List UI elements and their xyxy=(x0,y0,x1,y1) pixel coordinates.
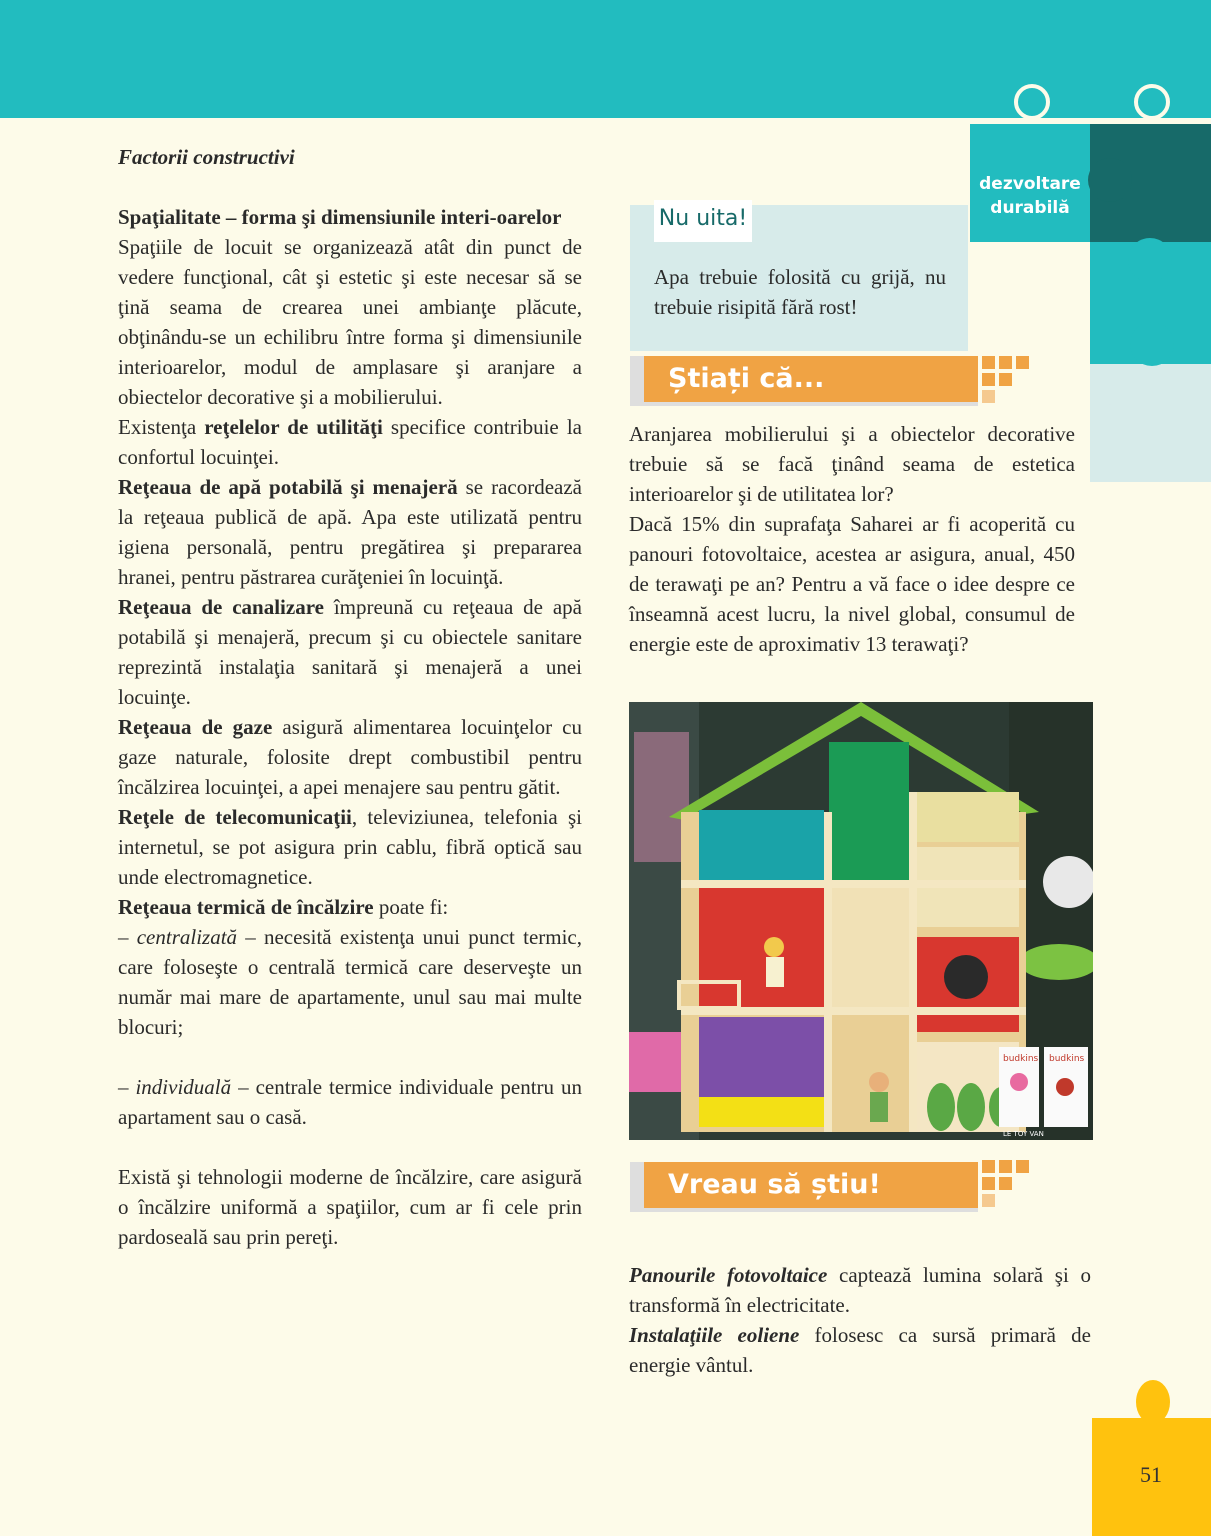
reminder-title: Nu uita! xyxy=(654,200,752,242)
decor-squares xyxy=(982,356,1034,408)
toy-box-label: budkins xyxy=(1003,1054,1039,1064)
dollhouse-photo xyxy=(629,702,1093,1140)
decor-squares xyxy=(982,1160,1034,1212)
heating-paragraph: Reţeaua termică de încălzire poate fi: xyxy=(118,895,449,919)
telecom-paragraph: Reţele de telecomunicaţii, televiziunea, telefonia şi internetul, se pot asigura prin cablu, fibră optică sau unde electromagnetice. xyxy=(118,805,582,889)
modern-heating-paragraph: Există şi tehnologii moderne de încălzire, care asigură o încălzire uniformă a spaţiilor, cum ar fi cele prin pardoseală sau prin pereţi. xyxy=(118,1165,582,1249)
spatiality-title: Spaţialitate – forma şi dimensiunile interi-oarelor xyxy=(118,205,562,229)
dollhouse-illustration xyxy=(629,702,1093,1140)
puzzle-knob-outline xyxy=(1014,84,1050,120)
toy-box-label: budkins xyxy=(1049,1054,1085,1064)
page-number: 51 xyxy=(1140,1462,1162,1487)
want-to-know-text xyxy=(629,1260,1091,1380)
puzzle-knob xyxy=(1130,322,1174,366)
left-column xyxy=(118,142,582,1252)
puzzle-knob-outline xyxy=(1134,84,1170,120)
water-paragraph: Reţeaua de apă potabilă şi menajeră se racordează la reţeaua publică de apă. Apa este utilizată pentru igiena personală, pentru pregătirea şi prepararea hranei, pentru păstrarea curăţeniei în locuinţă. xyxy=(118,475,582,589)
want-to-know-banner xyxy=(630,1162,978,1212)
topic-tag: dezvoltare durabilă xyxy=(979,174,1081,218)
wind-paragraph: Instalaţiile eoliene folosesc ca sursă primară de energie vântul. xyxy=(629,1323,1092,1377)
photovoltaic-paragraph: Panourile fotovoltaice captează lumina solară şi o transformă în electricitate. xyxy=(629,1263,1091,1317)
did-you-know-title: Știați că... xyxy=(644,356,978,402)
sewer-paragraph: Reţeaua de canalizare împreună cu reţeaua de apă potabilă şi menajeră, precum şi cu obiectele sanitare reprezintă instalaţia sanitară şi menajeră a unei locuinţe. xyxy=(118,595,582,709)
did-you-know-text: Aranjarea mobilierului şi a obiectelor decorative trebuie să se facă ţinând seama de estetica interioarelor şi de utilitatea lor? Dacă 15% din suprafaţa Saharei ar fi acoperită cu panouri fotovoltaice, acestea ar asigura, anual, 450 de terawaţi pe an? Pentru a vă face o idee despre ce înseamnă acest lucru, la nivel global, consumul de energie este de aproximativ 13 terawaţi? xyxy=(629,422,1075,656)
central-heating-item: – centralizată – necesită existenţa unui punct termic, care foloseşte o centrală termică care deserveşte un număr mai mare de apartamente, unul sau mai multe blocuri; xyxy=(118,925,582,1039)
individual-heating-item: – individuală – centrale termice individuale pentru un apartament sau o casă. xyxy=(118,1075,582,1129)
reminder-text: Apa trebuie folosită cu grijă, nu trebuie risipită fără rost! xyxy=(654,265,946,319)
puzzle-knob xyxy=(1088,158,1132,202)
puzzle-knob xyxy=(1136,1380,1170,1424)
puzzle-knob xyxy=(1090,404,1130,444)
spatiality-text: Spaţiile de locuit se organizează atât din punct de vedere funcţional, cât şi estetic şi este necesar să se ţină seama de crearea unei ambianţe plăcute, obţinându-se un echilibru între forma şi dimensiunile interioarelor, modul de amplasare şi aranjare a obiectelor decorative şi a mobilierului. xyxy=(118,235,582,409)
want-to-know-title: Vreau să știu! xyxy=(644,1162,978,1208)
section-title: Factorii constructivi xyxy=(118,145,295,169)
did-you-know-banner xyxy=(630,356,978,406)
toy-brand-label: LE TOY VAN xyxy=(1003,1130,1044,1138)
gas-paragraph: Reţeaua de gaze asigură alimentarea locuinţelor cu gaze naturale, folosite drept combustibil pentru încălzirea locuinţei, a apei menajere sau pentru gătit. xyxy=(118,715,583,799)
puzzle-knob xyxy=(1128,238,1172,282)
utilities-paragraph: Existenţa reţelelor de utilităţi specifice contribuie la confortul locuinţei. xyxy=(118,415,582,469)
